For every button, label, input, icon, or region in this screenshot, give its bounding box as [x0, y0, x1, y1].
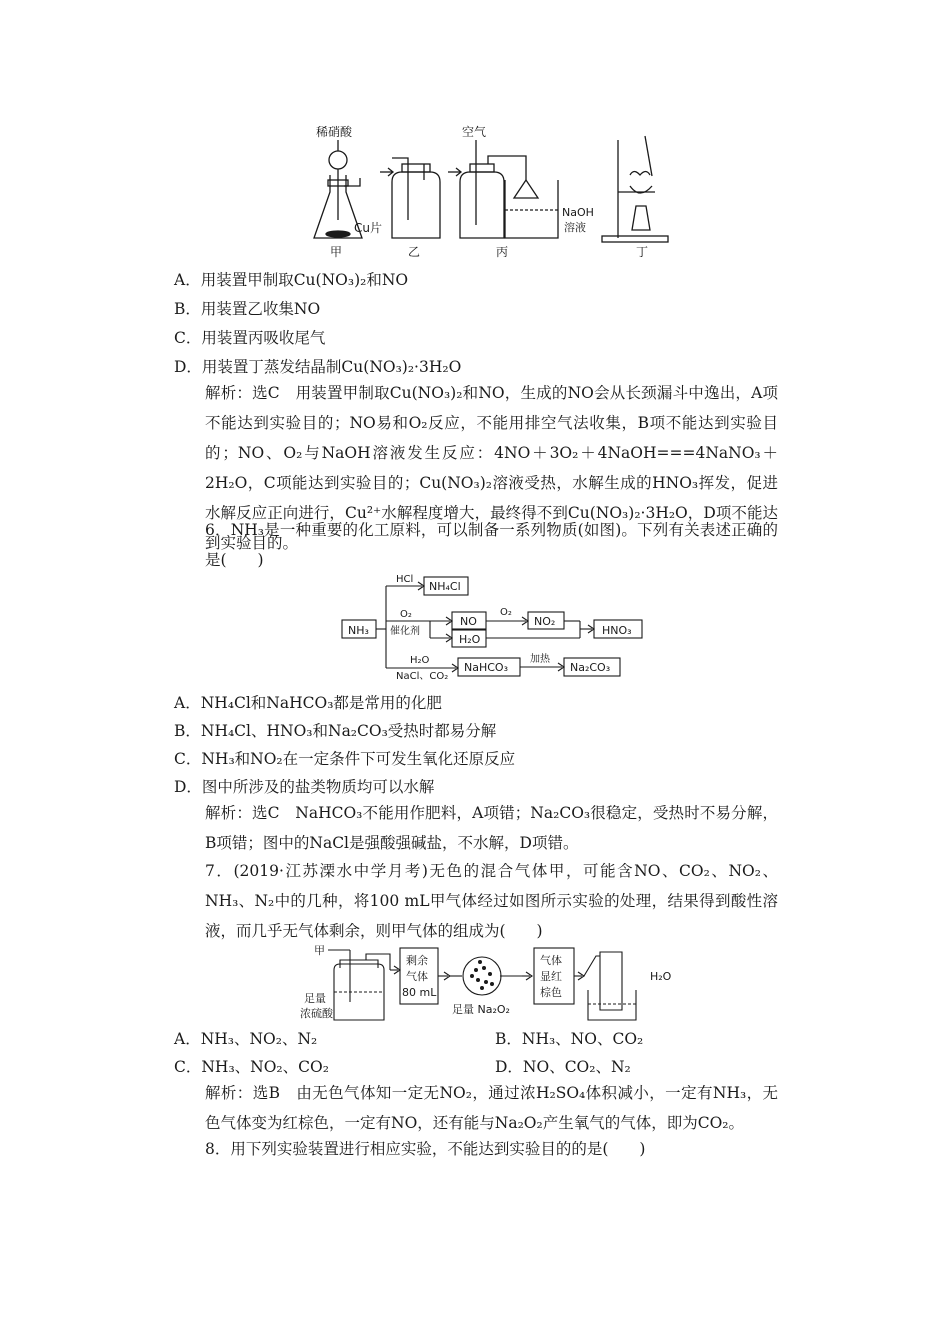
condition-catalyst: 催化剂: [390, 626, 420, 637]
node-nh4cl: NH₄Cl: [429, 580, 461, 593]
q7-option-b: B．NH₃、NO、CO₂: [495, 1030, 644, 1048]
label-naoh: NaOH: [562, 206, 594, 219]
node-no: NO: [460, 615, 477, 628]
label-dilute-nitric-acid: 稀硝酸: [316, 125, 353, 139]
label-h2o-water: H₂O: [650, 970, 672, 983]
label-sufficient-na2o2: 足量 Na₂O₂: [452, 1003, 510, 1016]
q7-stem: [174, 856, 778, 946]
q6-analysis-text: 解析：选C NaHCO₃不能用作肥料，A项错；Na₂CO₃很稳定，受热时不易分解，B项错；图中的NaCl是强酸强碱盐，不水解，D项错。: [205, 804, 778, 852]
label-gas-2: 显红: [540, 970, 562, 983]
node-nahco3: NaHCO₃: [464, 661, 508, 674]
q6-option-a: A．NH₄Cl和NaHCO₃都是常用的化肥: [174, 694, 442, 712]
q7-stem-text: 7．(2019·江苏溧水中学月考)无色的混合气体甲，可能含NO、CO₂、NO₂、NH₃、N₂中的几种，将100 mL甲气体经过如图所示实验的处理，结果得到酸性溶液，而几乎无气体剩余，则甲气体的组成为( ): [205, 862, 778, 940]
label-yi: 乙: [408, 245, 421, 259]
node-no2: NO₂: [534, 615, 556, 628]
label-sufficient: 足量: [304, 992, 326, 1005]
q6-stem-text: 6．NH₃是一种重要的化工原料，可以制备一系列物质(如图)。下列有关表述正确的是( ): [205, 521, 778, 569]
label-cu-piece: Cu片: [354, 221, 382, 235]
q7-analysis-text: 解析：选B 由无色气体知一定无NO₂，通过浓H₂SO₄体积减小，一定有NH₃，无色气体变为红棕色，一定有NO，还有能与Na₂O₂产生氧气的气体，即为CO₂。: [205, 1084, 778, 1132]
reagent-hcl: HCl: [396, 574, 414, 585]
label-remaining-2: 气体: [406, 970, 428, 983]
q8-stem: [174, 1134, 778, 1164]
label-conc-h2so4: 浓硫酸: [300, 1007, 333, 1020]
label-jia: 甲: [330, 245, 343, 259]
q5-option-b: B．用装置乙收集NO: [174, 300, 321, 318]
q8-stem-text: 8．用下列实验装置进行相应实验，不能达到实验目的的是( ): [205, 1140, 646, 1158]
nh3-flow-diagram: [340, 572, 650, 682]
gas-treatment-figure: [300, 940, 720, 1026]
q6-stem: [174, 515, 778, 575]
reagent-o2: O₂: [400, 609, 412, 620]
reagent-o2-second: O₂: [500, 607, 512, 618]
q5-option-a: A．用装置甲制取Cu(NO₃)₂和NO: [174, 271, 409, 289]
q6-option-d: D．图中所涉及的盐类物质均可以水解: [174, 778, 435, 796]
q5-option-c: C．用装置丙吸收尾气: [174, 329, 326, 347]
label-gas-1: 气体: [540, 954, 562, 967]
node-nh3: NH₃: [348, 624, 369, 637]
node-h2o-product: H₂O: [459, 633, 481, 646]
q6-option-b: B．NH₄Cl、HNO₃和Na₂CO₃受热时都易分解: [174, 722, 497, 740]
q6-option-c: C．NH₃和NO₂在一定条件下可发生氧化还原反应: [174, 750, 516, 768]
label-gas-3: 棕色: [540, 986, 562, 999]
label-remaining-3: 80 mL: [402, 986, 437, 999]
node-na2co3: Na₂CO₃: [570, 661, 611, 674]
q7-analysis: [174, 1078, 778, 1138]
reagent-h2o: H₂O: [410, 655, 430, 666]
q7-option-a: A．NH₃、NO₂、N₂: [174, 1030, 318, 1048]
label-ding: 丁: [636, 245, 649, 259]
q7-option-c: C．NH₃、NO₂、CO₂: [174, 1058, 329, 1076]
q6-analysis: [174, 798, 778, 858]
condition-heat: 加热: [530, 654, 550, 665]
apparatus-figure: [300, 120, 680, 270]
q5-option-d: D．用装置丁蒸发结晶制Cu(NO₃)₂·3H₂O: [174, 358, 462, 376]
q7-option-d: D．NO、CO₂、N₂: [495, 1058, 631, 1076]
q5-analysis-text: 解析：选C 用装置甲制取Cu(NO₃)₂和NO，生成的NO会从长颈漏斗中逸出，A项不能达到实验目的；NO易和O₂反应，不能用排空气法收集，B项不能达到实验目的；NO、O₂与NaOH溶液发生反应：4NO＋3O₂＋4NaOH===4NaNO₃＋2H₂O，C项能达到实验目的；Cu(NO₃)₂溶液受热，水解生成的HNO₃挥发，促进水解反应正向进行，Cu²⁺水解程度增大，最终得不到Cu(NO₃)₂·3H₂O，D项不能达到实验目的。: [205, 384, 778, 552]
node-hno3: HNO₃: [602, 624, 632, 637]
label-remaining-1: 剩余: [406, 954, 428, 967]
label-air: 空气: [462, 125, 487, 139]
label-solution: 溶液: [564, 221, 586, 234]
label-jia-gas: 甲: [314, 944, 325, 957]
label-bing: 丙: [496, 245, 509, 259]
reagent-nacl-co2: NaCl、CO₂: [396, 671, 449, 682]
